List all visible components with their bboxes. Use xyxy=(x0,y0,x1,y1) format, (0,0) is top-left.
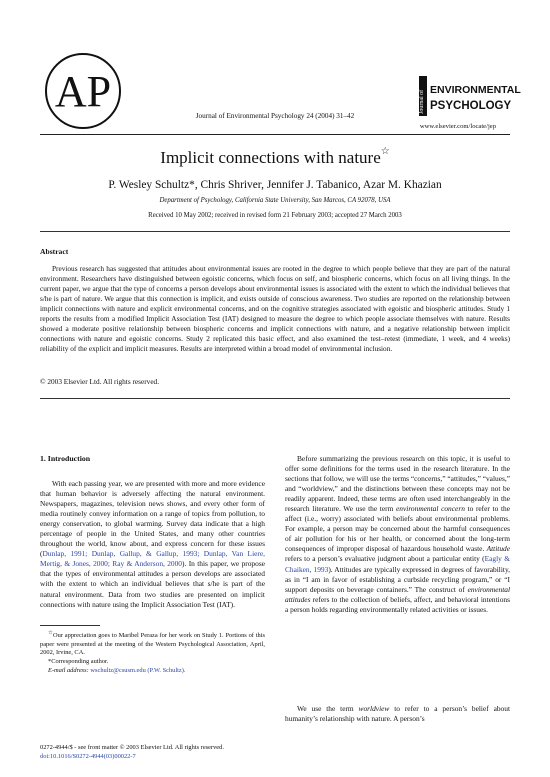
footnote-ack-text: Our appreciation goes to Maribel Peraza for her work on Study 1. Portions of this paper were presented at the meeting of the Western Psychological Association, April, 2002, Irvine, CA. xyxy=(40,632,265,657)
abstract-copyright: © 2003 Elsevier Ltd. All rights reserved. xyxy=(40,377,160,386)
footnote-acknowledgment xyxy=(40,629,265,658)
intro-right2-text-b: to refer to a person’s belief about humanity’s relationship with nature. A person’s xyxy=(285,704,510,724)
bottom-identifiers xyxy=(40,743,224,761)
footnote-corresponding: *Corresponding author. xyxy=(48,657,109,665)
intro-right-text-c: refers to a person’s evaluative judgment about a particular entity ( xyxy=(285,554,485,564)
footnote-mark: ☆ xyxy=(48,630,54,636)
intro-right-text-e: refers to the collection of beliefs, affect, and behavioral intentions a person holds regarding environmentally related activities or issues. xyxy=(285,594,510,614)
abstract-heading: Abstract xyxy=(40,247,69,256)
title-footnote-mark[interactable]: ☆ xyxy=(380,146,390,157)
doi-link[interactable]: doi:10.1016/S0272-4944(03)00022-7 xyxy=(40,753,136,760)
citation-link-eagly[interactable]: Eagly & Chaiken, 1993 xyxy=(285,554,510,574)
intro-left-text-b: ). In this paper, we propose that the types of environmental attitudes a person develops are associated with the extent to which an individual believes that s/he is part of the natural environment. Data from two studies are presented on implicit connections with nature using the Implicit Association Test (IAT). xyxy=(40,559,265,609)
journal-logo-vertical: Journal of xyxy=(419,89,425,114)
received-dates: Received 10 May 2002; received in revised form 21 February 2003; accepted 27 March 2003 xyxy=(148,212,402,219)
journal-logo-line1: ENVIRONMENTAL xyxy=(430,84,521,96)
journal-logo xyxy=(419,76,521,116)
affiliation: Department of Psychology, California State University, San Marcos, CA 92078, USA xyxy=(159,197,391,204)
ap-logo-text: AP xyxy=(54,67,112,116)
intro-right-text-d: ). Attitudes are typically expressed in degrees of favorability, as in “I am in favor of establishing a curbside recycling program,” or “I support deposits on beverage containers.” The construct of xyxy=(285,564,511,594)
journal-logo-line2: PSYCHOLOGY xyxy=(430,100,512,112)
header-rule xyxy=(40,134,510,135)
title-text: Implicit connections with nature xyxy=(160,148,381,167)
term-environmental-attitudes: environmental attitudes xyxy=(285,584,510,604)
email-link[interactable]: wschultz@csusm.edu (P.W. Schultz). xyxy=(90,666,186,674)
section-heading-introduction: 1. Introduction xyxy=(40,454,91,463)
term-environmental-concern: environmental concern xyxy=(396,504,465,514)
intro-right2-text-a: We use the term xyxy=(297,704,359,713)
term-attitude: Attitude xyxy=(486,544,510,554)
footnote-rule xyxy=(40,625,100,626)
journal-url[interactable]: www.elsevier.com/locate/jep xyxy=(419,123,496,130)
abstract-bottom-rule xyxy=(40,398,510,399)
author-list: P. Wesley Schultz*, Chris Shriver, Jennifer J. Tabanico, Azar M. Khazian xyxy=(108,179,442,191)
abstract-text: Previous research has suggested that attitudes about environmental issues are rooted in the degree to which people believe that they are part of the natural environment. Researchers have distinguished between egoistic concerns, which focus on self, and biospheric concerns, which focus on all living things. In the current paper, we argue that the type of concerns a person develops about environmental issues is associated with the extent to which the individual believes that s/he is part of nature. We argue that this connection is implicit, and exists outside of conscious awareness. Two studies are reported on the relationship between implicit connections with nature and explicit environmental concerns, and on the cognitive strategies associated with egoistic and biospheric attitudes. Study 1 reports the results from a modified Implicit Association Test (IAT) designed to measure the degree to which people associate themselves with nature. Results showed a moderate positive relationship between biospheric concerns and implicit connections with nature, and a negative relationship between implicit connections with nature and egoistic concerns. Study 2 replicated this basic effect, and also examined the test–retest (immediate, 1 week, and 4 weeks) reliability of the explicit and implicit measures. Results are interpreted within a broad model of environmental inclusion. xyxy=(40,264,510,354)
term-worldview: worldview xyxy=(358,704,390,713)
intro-right-text-b: to refer to the affect (i.e., worry) associated with beliefs about environmental problems. For example, a person may be concerned about the harmful consequences of air pollution for his or her health, or concerned about the long-term consequences of improper disposal of hazardous household waste. xyxy=(285,504,510,554)
intro-paragraph-right-2 xyxy=(285,704,510,724)
intro-paragraph-left xyxy=(40,479,265,610)
issn-line: 0272-4944/$ - see front matter © 2003 Elsevier Ltd. All rights reserved. xyxy=(40,744,224,751)
intro-right-text-a: Before summarizing the previous research on this topic, it is useful to offer some definitions for the terms used in the research literature. In the sections that follow, we will use the terms “concerns,” “attitudes,” “values,” and “worldview,” and the distinctions between these concepts may not be readily apparent. Indeed, these terms are often used interchangeably in the research literature. We use the term xyxy=(285,454,510,514)
intro-paragraph-right xyxy=(285,454,510,615)
email-label: E-mail address: xyxy=(48,666,89,674)
journal-reference: Journal of Environmental Psychology 24 (2004) 31–42 xyxy=(195,112,355,120)
footnote-email xyxy=(40,667,265,676)
abstract-top-rule xyxy=(40,231,510,232)
intro-left-text-a: With each passing year, we are presented with more and more evidence that human behavior is adversely affecting the natural environment. Newspapers, magazines, television news shows, and every other form of media routinely convey information on a range of topics from pollution, to energy conservation, to global warming. Survey data indicate that a high percentage of people in the United States, and many other countries throughout the world, know about, and express concern for these issues ( xyxy=(40,479,265,559)
article-title xyxy=(0,148,550,168)
citation-link-dunlap[interactable]: Dunlap, 1991; Dunlap, Gallup, & Gallup, 1993; Dunlap, Van Liere, Mertig, & Jones, 2000; Ray & Anderson, 2000 xyxy=(40,549,265,569)
footnotes xyxy=(40,629,265,675)
